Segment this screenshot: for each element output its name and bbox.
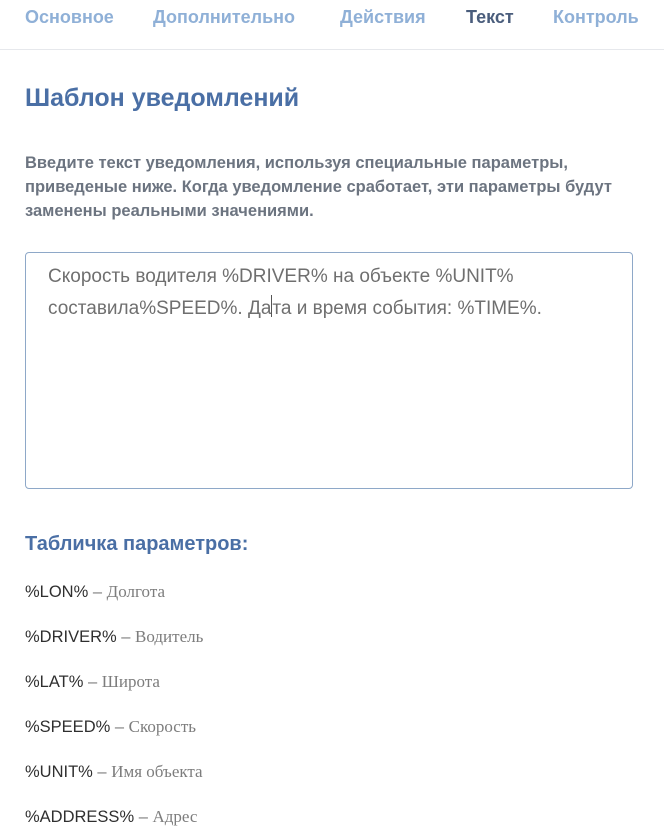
page-title: Шаблон уведомлений bbox=[25, 84, 300, 112]
param-row-driver bbox=[25, 626, 203, 648]
param-separator: – bbox=[110, 718, 129, 736]
param-description: Имя объекта bbox=[111, 762, 203, 781]
param-description: Долгота bbox=[106, 582, 166, 601]
template-text-after-caret: та и время события: %TIME%. bbox=[272, 298, 542, 319]
param-code: %ADDRESS% bbox=[25, 808, 135, 826]
tab-actions[interactable]: Действия bbox=[340, 7, 426, 27]
param-separator: – bbox=[88, 583, 107, 601]
param-row-unit bbox=[25, 761, 203, 783]
param-description: Широта bbox=[101, 672, 160, 691]
param-code: %UNIT% bbox=[25, 763, 93, 781]
param-code: %DRIVER% bbox=[25, 628, 117, 646]
param-separator: – bbox=[92, 763, 112, 781]
tab-additional[interactable]: Дополнительно bbox=[153, 7, 296, 27]
template-textarea[interactable] bbox=[25, 252, 633, 489]
param-row-lon bbox=[25, 581, 165, 603]
param-separator: – bbox=[116, 628, 136, 646]
param-row-speed bbox=[25, 716, 196, 738]
param-separator: – bbox=[134, 808, 153, 826]
param-description: Адрес bbox=[152, 807, 198, 826]
param-row-address bbox=[25, 806, 197, 828]
param-code: %LAT% bbox=[25, 673, 84, 691]
tab-basic[interactable]: Основное bbox=[25, 7, 114, 27]
params-table-title: Табличка параметров: bbox=[25, 533, 249, 555]
template-text-before-caret: Скорость водителя %DRIVER% на объекте %UNIT% составила%SPEED%. Да bbox=[48, 266, 514, 319]
param-code: %SPEED% bbox=[25, 718, 111, 736]
tab-text[interactable]: Текст bbox=[466, 7, 514, 27]
param-separator: – bbox=[83, 673, 102, 691]
instruction-text: Введите текст уведомления, используя специальные параметры, приведеные ниже. Когда уведомление сработает, эти параметры будут заменены реальными значениями. bbox=[25, 154, 612, 220]
param-description: Водитель bbox=[135, 627, 204, 646]
tab-control[interactable]: Контроль bbox=[553, 7, 639, 27]
param-row-lat bbox=[25, 671, 160, 693]
tab-bar bbox=[0, 0, 664, 50]
param-description: Скорость bbox=[128, 717, 197, 736]
param-code: %LON% bbox=[25, 583, 89, 601]
